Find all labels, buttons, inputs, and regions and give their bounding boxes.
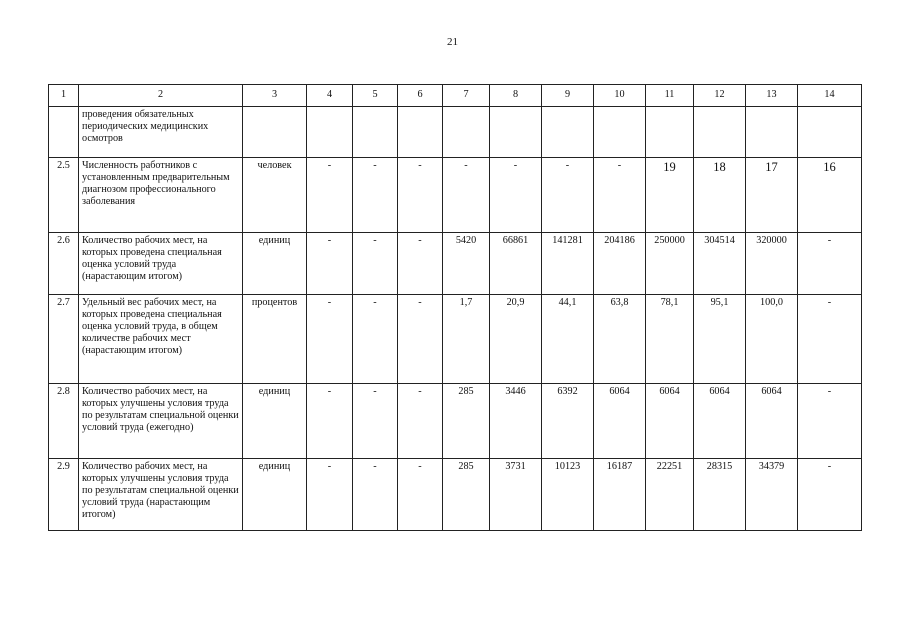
table-cell: - — [798, 295, 862, 384]
table-cell: 100,0 — [746, 295, 798, 384]
table-cell: 1,7 — [443, 295, 490, 384]
table-cell: 3731 — [490, 459, 542, 531]
table-cell: 6064 — [694, 384, 746, 459]
table-cell: 78,1 — [646, 295, 694, 384]
table-row — [49, 459, 862, 531]
row-number: 2.5 — [49, 158, 79, 233]
table-cell: - — [798, 233, 862, 295]
table-cell — [490, 107, 542, 158]
table-cell: 17 — [746, 158, 798, 233]
table-cell: 3446 — [490, 384, 542, 459]
column-header: 4 — [307, 85, 353, 107]
table-cell: 5420 — [443, 233, 490, 295]
table-cell — [594, 107, 646, 158]
table-cell — [542, 107, 594, 158]
column-header: 13 — [746, 85, 798, 107]
table-cell: - — [490, 158, 542, 233]
table-cell: 204186 — [594, 233, 646, 295]
table-cell: 285 — [443, 459, 490, 531]
table-cell: - — [353, 384, 398, 459]
table-cell: 16 — [798, 158, 862, 233]
indicators-table — [48, 84, 862, 531]
table-cell: - — [398, 384, 443, 459]
table-cell — [798, 107, 862, 158]
row-unit: процентов — [243, 295, 307, 384]
row-description: Численность работников с установленным предварительным диагнозом профессионального заболевания — [79, 158, 243, 233]
table-cell: 66861 — [490, 233, 542, 295]
table-cell: - — [353, 233, 398, 295]
column-header: 12 — [694, 85, 746, 107]
column-header: 3 — [243, 85, 307, 107]
table-cell: 63,8 — [594, 295, 646, 384]
table-cell: - — [594, 158, 646, 233]
column-header: 7 — [443, 85, 490, 107]
table-row — [49, 233, 862, 295]
column-header: 8 — [490, 85, 542, 107]
row-unit: единиц — [243, 459, 307, 531]
table-cell — [694, 107, 746, 158]
table-cell: - — [542, 158, 594, 233]
table-cell — [646, 107, 694, 158]
table-cell — [746, 107, 798, 158]
table-cell: 6064 — [594, 384, 646, 459]
table-cell: 6392 — [542, 384, 594, 459]
row-number — [49, 107, 79, 158]
table-cell: 304514 — [694, 233, 746, 295]
row-description: Количество рабочих мест, на которых улучшены условия труда по результатам специальной оценки условий труда (нарастающим итогом) — [79, 459, 243, 531]
table-cell: 22251 — [646, 459, 694, 531]
column-header: 10 — [594, 85, 646, 107]
table-cell: 34379 — [746, 459, 798, 531]
table-cell — [398, 107, 443, 158]
column-header: 1 — [49, 85, 79, 107]
row-unit — [243, 107, 307, 158]
table-cell: - — [307, 384, 353, 459]
table-cell: 285 — [443, 384, 490, 459]
table-cell: - — [798, 384, 862, 459]
table-cell: - — [307, 233, 353, 295]
table-row — [49, 107, 862, 158]
header-row — [49, 85, 862, 107]
table-cell: 6064 — [746, 384, 798, 459]
table-cell: - — [353, 295, 398, 384]
table-cell: - — [353, 158, 398, 233]
table-row — [49, 295, 862, 384]
row-number: 2.8 — [49, 384, 79, 459]
table-cell: - — [443, 158, 490, 233]
row-unit: единиц — [243, 384, 307, 459]
table-cell: - — [398, 295, 443, 384]
column-header: 2 — [79, 85, 243, 107]
row-description: Удельный вес рабочих мест, на которых проведена специальная оценка условий труда, в общем количестве рабочих мест (нарастающим итогом) — [79, 295, 243, 384]
table-cell: 19 — [646, 158, 694, 233]
table-cell: - — [398, 233, 443, 295]
column-header: 9 — [542, 85, 594, 107]
table-cell: - — [398, 158, 443, 233]
column-header: 5 — [353, 85, 398, 107]
table-cell: 16187 — [594, 459, 646, 531]
row-description: Количество рабочих мест, на которых проведена специальная оценка условий труда (нарастающим итогом) — [79, 233, 243, 295]
table-cell: 10123 — [542, 459, 594, 531]
row-unit: единиц — [243, 233, 307, 295]
table-cell — [307, 107, 353, 158]
table-cell: 250000 — [646, 233, 694, 295]
table-row — [49, 384, 862, 459]
table-cell: - — [307, 158, 353, 233]
table-cell: 28315 — [694, 459, 746, 531]
table-cell: 95,1 — [694, 295, 746, 384]
column-header: 11 — [646, 85, 694, 107]
column-header: 14 — [798, 85, 862, 107]
column-header: 6 — [398, 85, 443, 107]
table-cell: 6064 — [646, 384, 694, 459]
table-cell: 20,9 — [490, 295, 542, 384]
table-cell: - — [798, 459, 862, 531]
table-cell: - — [307, 295, 353, 384]
table-cell: - — [398, 459, 443, 531]
row-unit: человек — [243, 158, 307, 233]
table-cell: 141281 — [542, 233, 594, 295]
row-description: проведения обязательных периодических медицинских осмотров — [79, 107, 243, 158]
table-cell — [443, 107, 490, 158]
row-description: Количество рабочих мест, на которых улучшены условия труда по результатам специальной оценки условий труда (ежегодно) — [79, 384, 243, 459]
row-number: 2.7 — [49, 295, 79, 384]
table-cell: 320000 — [746, 233, 798, 295]
row-number: 2.9 — [49, 459, 79, 531]
row-number: 2.6 — [49, 233, 79, 295]
table-row — [49, 158, 862, 233]
table-cell: - — [353, 459, 398, 531]
page-number: 21 — [447, 36, 458, 48]
table-cell: 18 — [694, 158, 746, 233]
table-cell: 44,1 — [542, 295, 594, 384]
table-cell: - — [307, 459, 353, 531]
table-cell — [353, 107, 398, 158]
